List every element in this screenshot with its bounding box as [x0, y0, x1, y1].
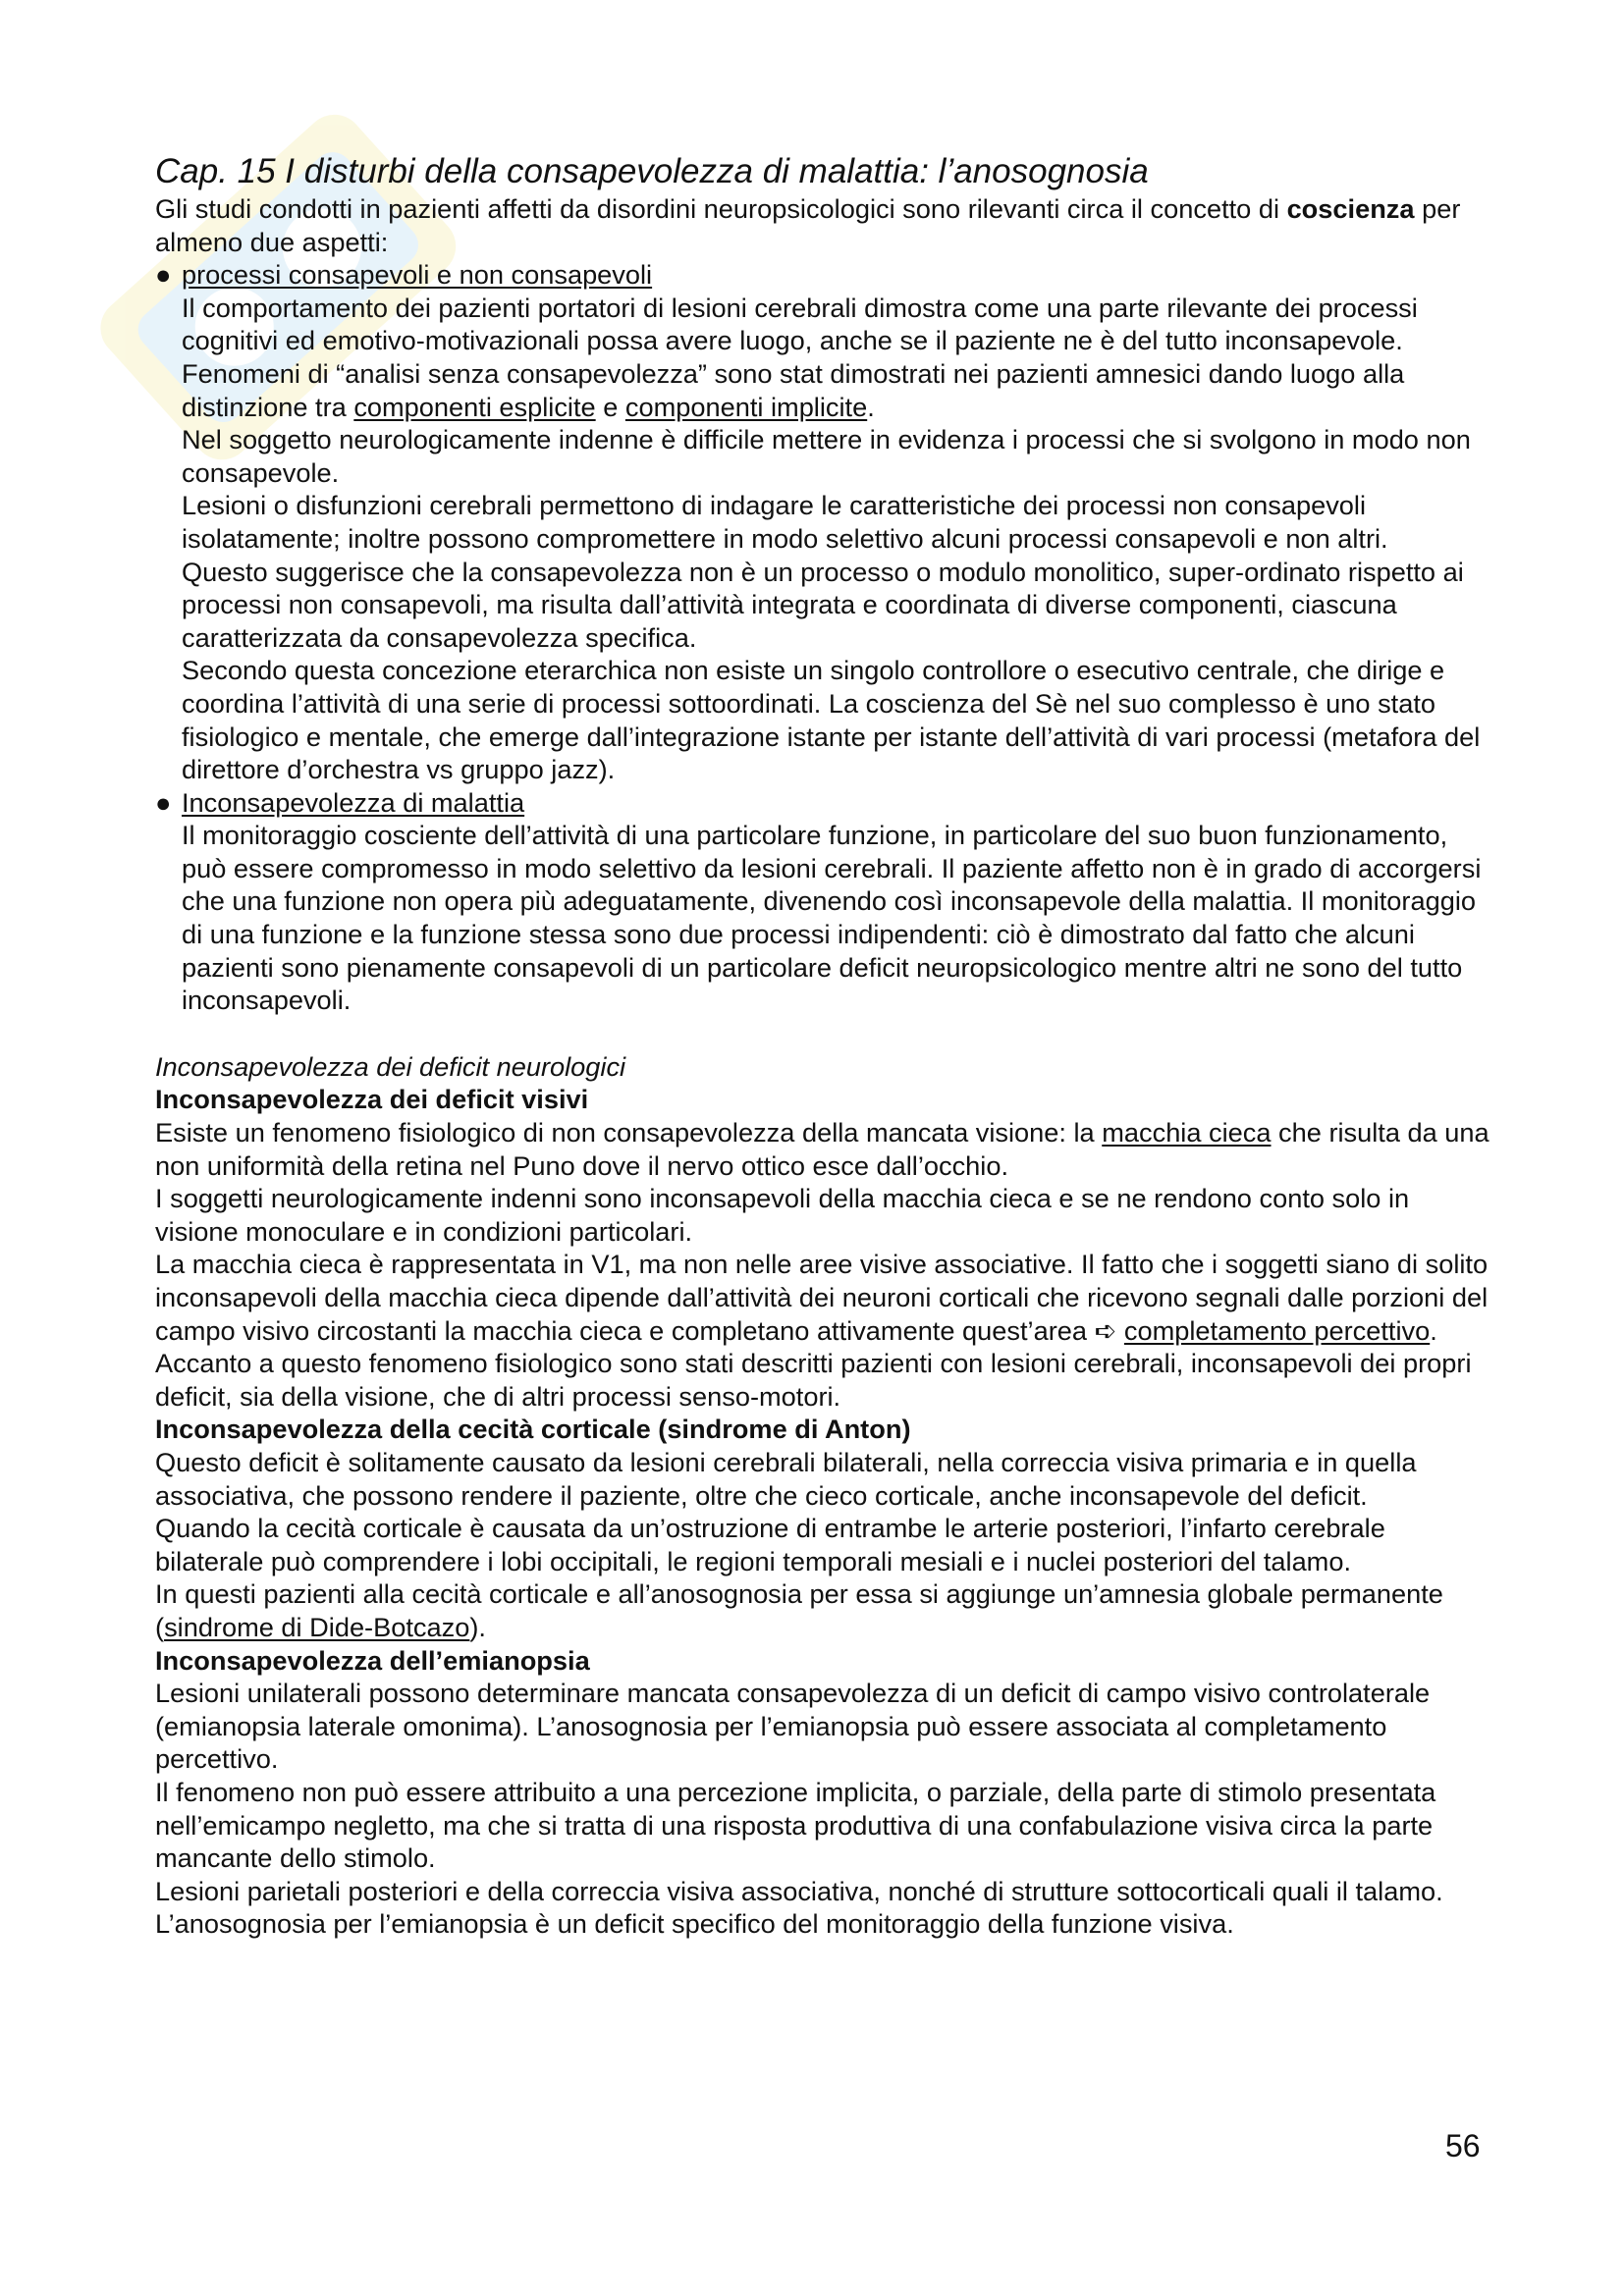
- paragraph: Lesioni o disfunzioni cerebrali permettono di indagare le caratteristiche dei processi non consapevoli isolatamente; inoltre possono compromettere in modo selettivo alcuni processi consapevoli e non altri.: [182, 490, 1388, 554]
- paragraph: Esiste un fenomeno fisiologico di non consapevolezza della mancata visione: la macchia cieca che risulta da una non uniformità della retina nel Puno dove il nervo ottico esce dall’occhio.: [155, 1117, 1489, 1181]
- bullet-heading: processi consapevoli e non consapevoli: [182, 259, 653, 291]
- bullet-dot: ●: [155, 259, 172, 291]
- paragraph: I soggetti neurologicamente indenni sono inconsapevoli della macchia cieca e se ne rendono conto solo in visione monoculare e in condizioni particolari.: [155, 1183, 1410, 1247]
- paragraph: Il fenomeno non può essere attribuito a una percezione implicita, o parziale, della parte di stimolo presentata nell’emicampo negletto, ma che si tratta di una risposta produttiva di una confabulazione visiva circa la parte mancante dello stimolo.: [155, 1776, 1436, 1874]
- paragraph: Il monitoraggio cosciente dell’attività di una particolare funzione, in particolare del suo buon funzionamento, può essere compromesso in modo selettivo da lesioni cerebrali. Il paziente affetto non è in grado di accorgersi che una funzione non opera più adeguatamente, divenendo così inconsapevole della malattia. Il monitoraggio di una funzione e la funzione stessa sono due processi indipendenti: ciò è dimostrato dal fatto che alcuni pazienti sono pienamente consapevoli di un particolare deficit neuropsicologico mentre altri ne sono del tutto inconsapevoli.: [182, 820, 1482, 1016]
- underlined-term: completamento percettivo: [1123, 1314, 1431, 1346]
- paragraph: Il comportamento dei pazienti portatori di lesioni cerebrali dimostra come una parte rilevante dei processi cognitivi ed emotivo-motivazionali possa avere luogo, anche se il paziente ne è del tutto inconsapevole. Fenomeni di “analisi senza consapevolezza” sono stat dimostrati nei pazienti amnesici dando luogo alla distinzione tra componenti esplicite e componenti implicite.: [182, 292, 1418, 422]
- paragraph: Quando la cecità corticale è causata da un’ostruzione di entrambe le arterie posteriori, l’infarto cerebrale bilaterale può comprendere i lobi occipitali, le regioni temporali mesiali e i nuclei posteriori del talamo.: [155, 1513, 1385, 1576]
- paragraph: Nel soggetto neurologicamente indenne è difficile mettere in evidenza i processi che si svolgono in modo non consapevole.: [182, 424, 1471, 488]
- subsection-heading: Inconsapevolezza dei deficit visivi: [155, 1084, 589, 1115]
- underlined-term: macchia cieca: [1102, 1117, 1272, 1148]
- underlined-term: componenti esplicite: [353, 391, 596, 422]
- page-number: 56: [1445, 2128, 1481, 2163]
- underlined-term: sindrome di Dide-Botcazo: [164, 1611, 470, 1642]
- paragraph: Secondo questa concezione eterarchica non esiste un singolo controllore o esecutivo centrale, che dirige e coordina l’attività di una serie di processi sottoordinati. La coscienza del Sè nel suo complesso è uno stato fisiologico e mentale, che emerge dall’integrazione istante per istante dell’attività di vari processi (metafora del direttore d’orchestra vs gruppo jazz).: [182, 655, 1481, 785]
- bold-term-coscienza: coscienza: [1286, 193, 1415, 224]
- section-heading: Inconsapevolezza dei deficit neurologici: [155, 1050, 626, 1082]
- subsection-heading: Inconsapevolezza della cecità corticale (sindrome di Anton): [155, 1414, 911, 1445]
- paragraph: La macchia cieca è rappresentata in V1, ma non nelle aree visive associative. Il fatto che i soggetti siano di solito inconsapevoli della macchia cieca dipende dall’attività dei neuroni corticali che ricevono segnali dalle porzioni del campo visivo circostanti la macchia cieca e completano attivamente quest’area ➪ completamento percettivo.: [155, 1249, 1489, 1346]
- document-page: [155, 151, 1490, 1941]
- paragraph: Lesioni parietali posteriori e della correccia visiva associativa, nonché di strutture sottocorticali quali il talamo. L’anosognosia per l’emianopsia è un deficit specifico del monitoraggio della funzione visiva.: [155, 1875, 1443, 1940]
- paragraph: Questo deficit è solitamente causato da lesioni cerebrali bilaterali, nella correccia visiva primaria e in quella associativa, che possono rendere il paziente, oltre che cieco corticale, anche inconsapevole del deficit.: [155, 1446, 1417, 1511]
- bullet-dot: ●: [155, 786, 172, 818]
- spacer: [155, 1017, 1490, 1050]
- subsection-heading: Inconsapevolezza dell’emianopsia: [155, 1644, 590, 1676]
- underlined-term: componenti implicite: [624, 391, 868, 422]
- bullet-heading: Inconsapevolezza di malattia: [182, 786, 525, 818]
- bullet-item-processi: [155, 258, 1490, 786]
- paragraph: Questo suggerisce che la consapevolezza non è un processo o modulo monolitico, super-ordinato rispetto ai processi non consapevoli, ma risulta dall’attività integrata e coordinata di diverse componenti, ciascuna caratterizzata da consapevolezza specifica.: [182, 556, 1464, 653]
- paragraph: In questi pazienti alla cecità corticale e all’anosognosia per essa si aggiunge un’amnesia globale permanente (sindrome di Dide-Botcazo).: [155, 1578, 1443, 1642]
- chapter-title: Cap. 15 I disturbi della consapevolezza di malattia: l’anosognosia: [155, 152, 1149, 190]
- paragraph: Accanto a questo fenomeno fisiologico sono stati descritti pazienti con lesioni cerebrali, inconsapevoli dei propri deficit, sia della visione, che di altri processi senso-motori.: [155, 1348, 1472, 1412]
- intro-paragraph: Gli studi condotti in pazienti affetti da disordini neuropsicologici sono rilevanti circa il concetto di coscienza per almeno due aspetti:: [155, 193, 1461, 257]
- bullet-item-inconsapevolezza: [155, 786, 1490, 1017]
- paragraph: Lesioni unilaterali possono determinare mancata consapevolezza di un deficit di campo visivo controlaterale (emianopsia laterale omonima). L’anosognosia per l’emianopsia può essere associata al completamento percettivo.: [155, 1678, 1431, 1775]
- arrow-icon: ➪: [1094, 1314, 1117, 1346]
